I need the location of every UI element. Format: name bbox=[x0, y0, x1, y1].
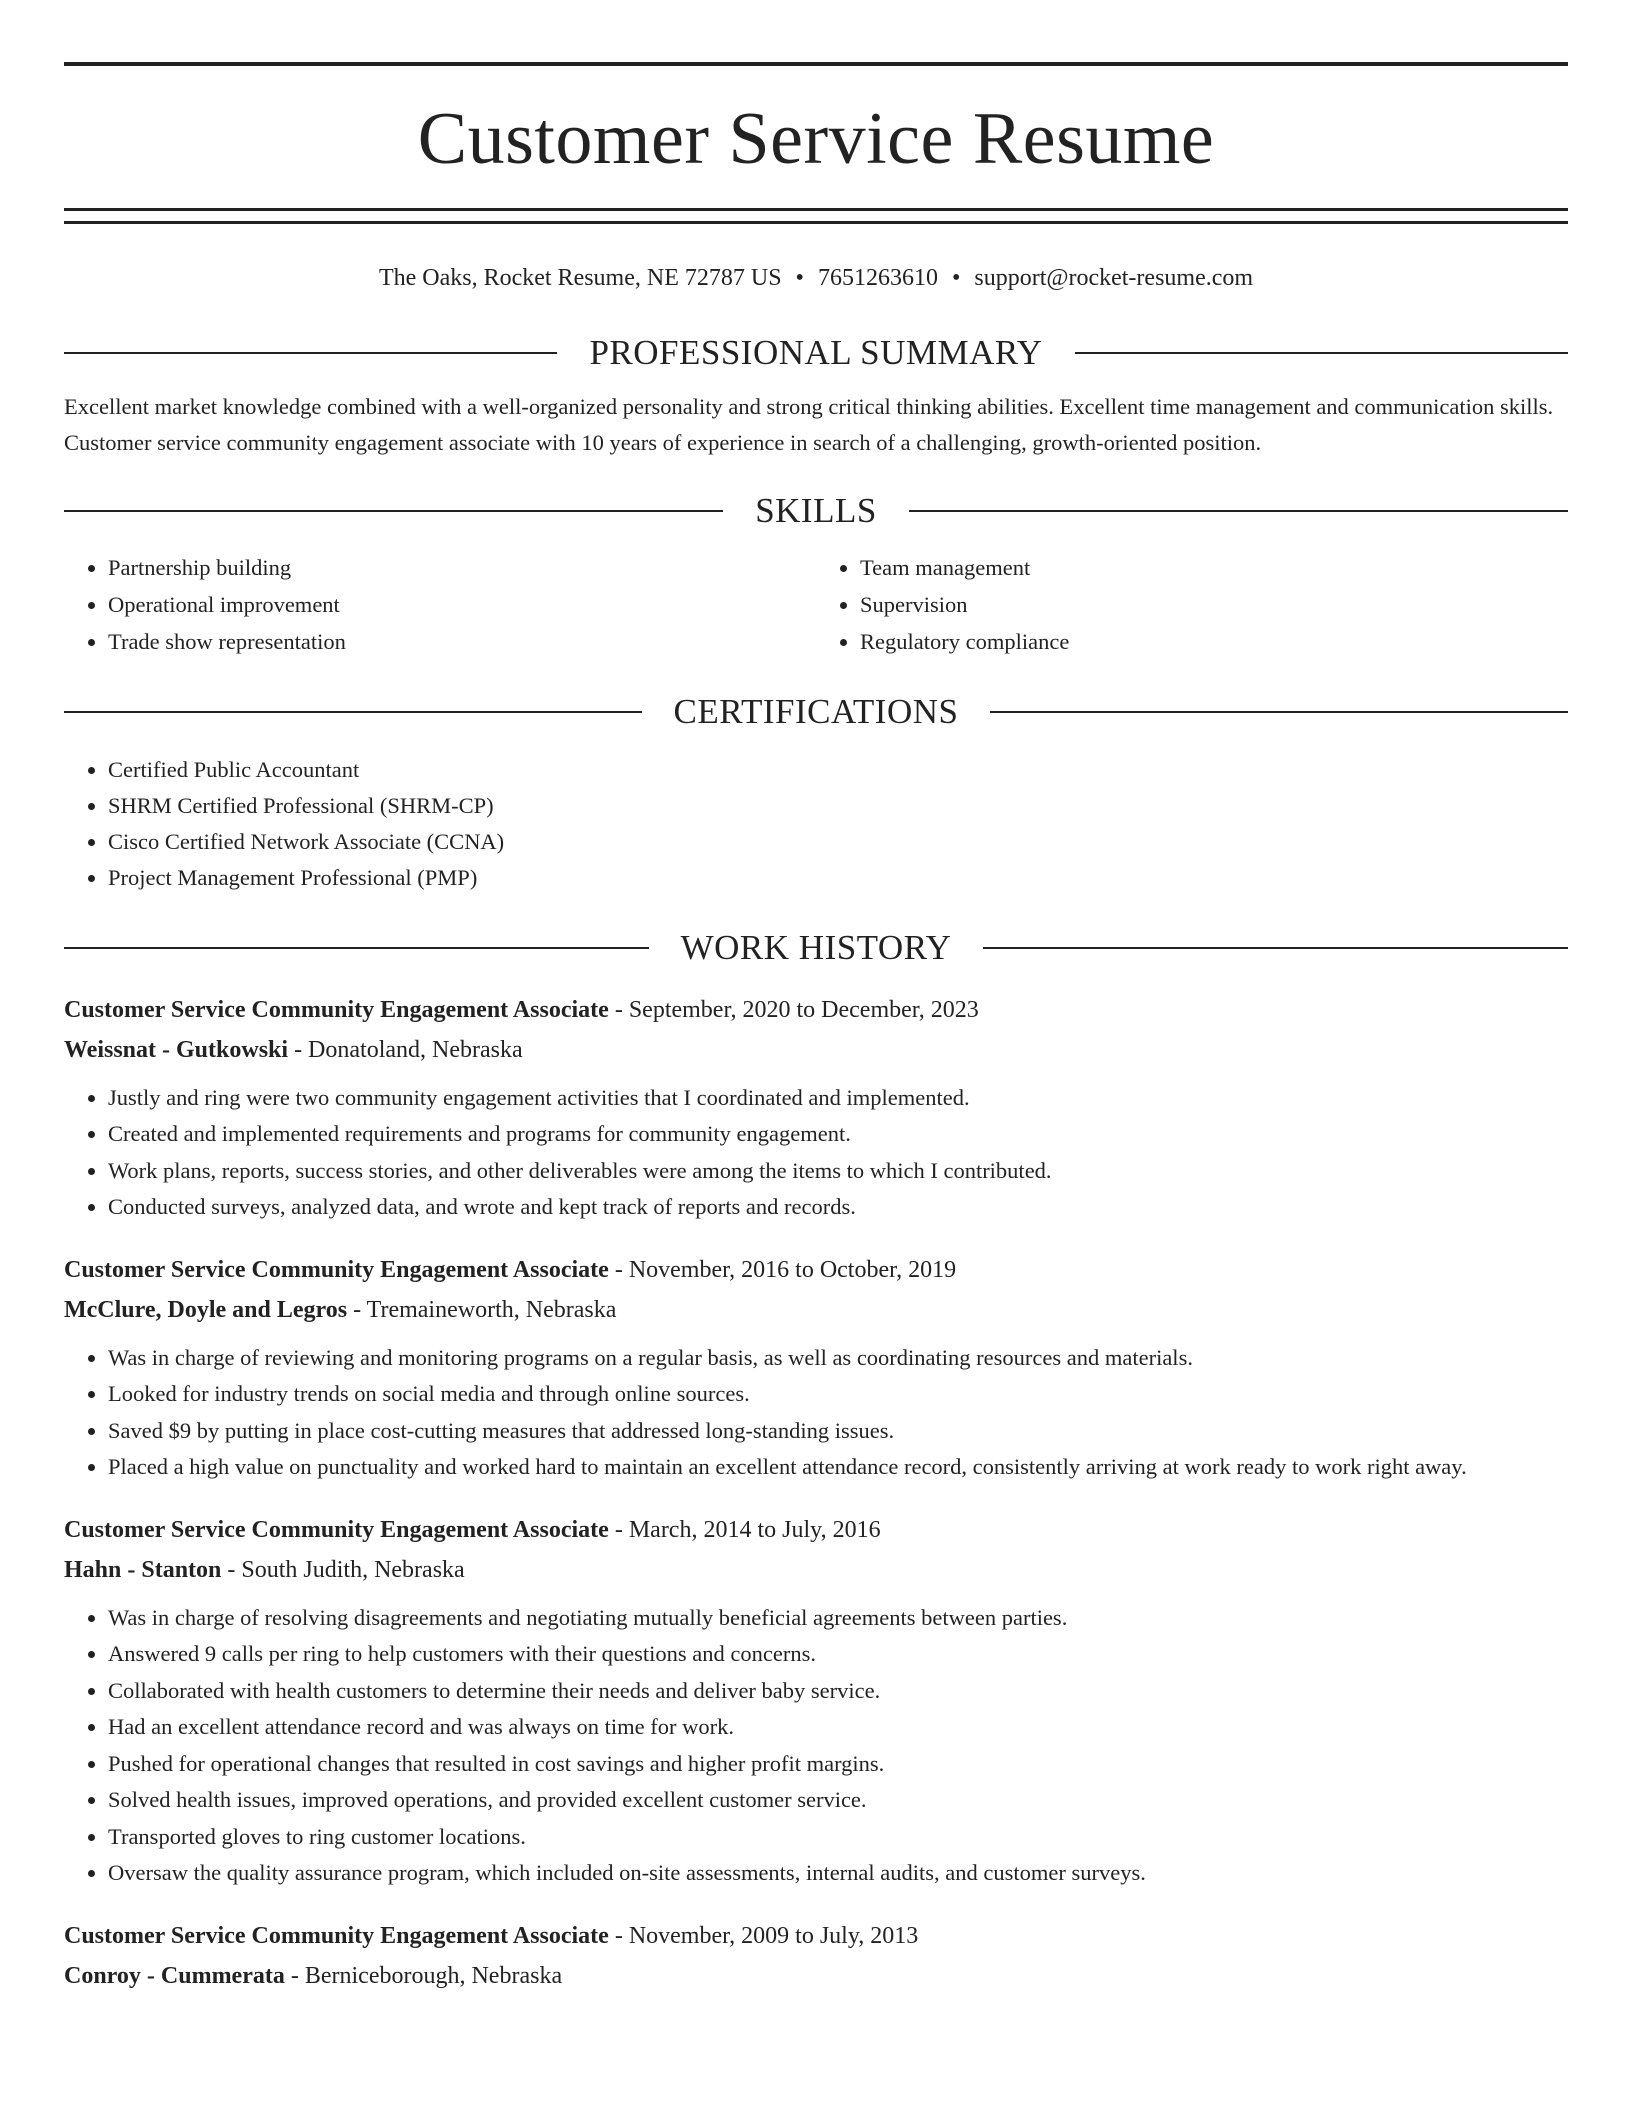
job-dates: - November, 2009 to July, 2013 bbox=[608, 1922, 919, 1949]
job-bullet: • Placed a high value on punctuality and worked hard to maintain an excellent attendance record, consistently arriving at work ready to work right away. bbox=[108, 1449, 1568, 1486]
section-header-work-history bbox=[64, 926, 1568, 970]
section-title: SKILLS bbox=[755, 491, 877, 531]
job-company: Hahn - Stanton bbox=[64, 1556, 222, 1583]
job-bullet: • Created and implemented requirements and programs for community engagement. bbox=[108, 1116, 1568, 1153]
certification-item: • Certified Public Accountant bbox=[108, 752, 1568, 788]
section-rule bbox=[64, 711, 642, 713]
certification-item: • SHRM Certified Professional (SHRM-CP) bbox=[108, 788, 1568, 824]
job-dates: - September, 2020 to December, 2023 bbox=[608, 996, 979, 1023]
job-dates: - November, 2016 to October, 2019 bbox=[608, 1256, 957, 1283]
job-company-line bbox=[64, 1030, 1568, 1070]
contact-line bbox=[64, 264, 1568, 293]
certification-item: • Project Management Professional (PMP) bbox=[108, 860, 1568, 896]
section-title: CERTIFICATIONS bbox=[673, 692, 959, 732]
section-rule bbox=[64, 352, 557, 354]
section-title: WORK HISTORY bbox=[680, 928, 952, 968]
skill-item: • Partnership building bbox=[108, 549, 816, 586]
certification-item: • Cisco Certified Network Associate (CCNA) bbox=[108, 824, 1568, 860]
job-bullet: • Collaborated with health customers to determine their needs and deliver baby service. bbox=[108, 1673, 1568, 1710]
job-bullet: • Answered 9 calls per ring to help customers with their questions and concerns. bbox=[108, 1636, 1568, 1673]
title-double-rule bbox=[64, 208, 1568, 224]
skills-column-right bbox=[816, 549, 1568, 660]
job-company: Conroy - Cummerata bbox=[64, 1962, 285, 1989]
job-bullet: • Solved health issues, improved operations, and provided excellent customer service. bbox=[108, 1782, 1568, 1819]
section-rule bbox=[1075, 352, 1568, 354]
job-bullet: • Transported gloves to ring customer locations. bbox=[108, 1819, 1568, 1856]
job-bullet: • Was in charge of resolving disagreements and negotiating mutually beneficial agreements between parties. bbox=[108, 1600, 1568, 1637]
job-entry bbox=[64, 1510, 1568, 1892]
job-bullet: • Pushed for operational changes that resulted in cost savings and higher profit margins. bbox=[108, 1746, 1568, 1783]
skill-item: • Regulatory compliance bbox=[860, 623, 1568, 660]
job-bullet: • Looked for industry trends on social media and through online sources. bbox=[108, 1376, 1568, 1413]
job-bullet: • Work plans, reports, success stories, and other deliverables were among the items to which I contributed. bbox=[108, 1153, 1568, 1190]
job-title-line bbox=[64, 1250, 1568, 1290]
job-bullet: • Was in charge of reviewing and monitoring programs on a regular basis, as well as coordinating resources and materials. bbox=[108, 1340, 1568, 1377]
job-entry bbox=[64, 1250, 1568, 1486]
section-rule bbox=[64, 947, 649, 949]
job-company-line bbox=[64, 1290, 1568, 1330]
job-bullet: • Saved $9 by putting in place cost-cutting measures that addressed long-standing issues. bbox=[108, 1413, 1568, 1450]
skill-item: • Operational improvement bbox=[108, 586, 816, 623]
contact-phone: 7651263610 bbox=[817, 265, 938, 291]
section-rule bbox=[990, 711, 1568, 713]
job-title: Customer Service Community Engagement Associate bbox=[64, 1516, 609, 1543]
job-bullet: • Conducted surveys, analyzed data, and wrote and kept track of reports and records. bbox=[108, 1189, 1568, 1226]
job-entry bbox=[64, 990, 1568, 1226]
job-entry bbox=[64, 1916, 1568, 1996]
contact-separator: • bbox=[951, 265, 961, 291]
summary-text: Excellent market knowledge combined with a well-organized personality and strong critical thinking abilities. Excellent time management and communication skills. Customer service community engagement associate with 10 years of experience in search of a challenging, growth-oriented position. bbox=[64, 393, 1554, 455]
job-title-line bbox=[64, 1916, 1568, 1956]
resume-title: Customer Service Resume bbox=[417, 98, 1215, 180]
skill-item: • Trade show representation bbox=[108, 623, 816, 660]
job-title: Customer Service Community Engagement Associate bbox=[64, 1922, 609, 1949]
job-location: - South Judith, Nebraska bbox=[221, 1556, 465, 1583]
skills-grid bbox=[64, 549, 1568, 660]
section-title: PROFESSIONAL SUMMARY bbox=[589, 333, 1043, 373]
section-header-skills bbox=[64, 489, 1568, 533]
job-title-line bbox=[64, 990, 1568, 1030]
section-rule bbox=[983, 947, 1568, 949]
job-bullet: • Oversaw the quality assurance program, which included on-site assessments, internal audits, and customer surveys. bbox=[108, 1855, 1568, 1892]
skills-column-left bbox=[64, 549, 816, 660]
job-bullet: • Justly and ring were two community engagement activities that I coordinated and implemented. bbox=[108, 1080, 1568, 1117]
job-title-line bbox=[64, 1510, 1568, 1550]
section-header-certifications bbox=[64, 690, 1568, 734]
job-dates: - March, 2014 to July, 2016 bbox=[608, 1516, 881, 1543]
job-company: McClure, Doyle and Legros bbox=[64, 1296, 348, 1323]
section-rule bbox=[64, 510, 723, 512]
section-header-summary bbox=[64, 331, 1568, 375]
job-title: Customer Service Community Engagement Associate bbox=[64, 996, 609, 1023]
contact-separator: • bbox=[795, 265, 804, 291]
job-location: - Tremaineworth, Nebraska bbox=[347, 1296, 617, 1323]
skill-item: • Supervision bbox=[860, 586, 1568, 623]
job-title: Customer Service Community Engagement Associate bbox=[64, 1256, 609, 1283]
job-location: - Donatoland, Nebraska bbox=[288, 1036, 523, 1063]
job-bullet: • Had an excellent attendance record and was always on time for work. bbox=[108, 1709, 1568, 1746]
top-rule bbox=[64, 62, 1568, 66]
job-company-line bbox=[64, 1956, 1568, 1996]
job-location: - Berniceborough, Nebraska bbox=[284, 1962, 563, 1989]
job-company: Weissnat - Gutkowski bbox=[64, 1036, 289, 1063]
job-company-line bbox=[64, 1550, 1568, 1590]
contact-address: The Oaks, Rocket Resume, NE 72787 US bbox=[378, 265, 782, 291]
certifications-list bbox=[64, 752, 1568, 896]
section-rule bbox=[909, 510, 1568, 512]
skill-item: • Team management bbox=[860, 549, 1568, 586]
contact-email: support@rocket-resume.com bbox=[974, 265, 1254, 291]
